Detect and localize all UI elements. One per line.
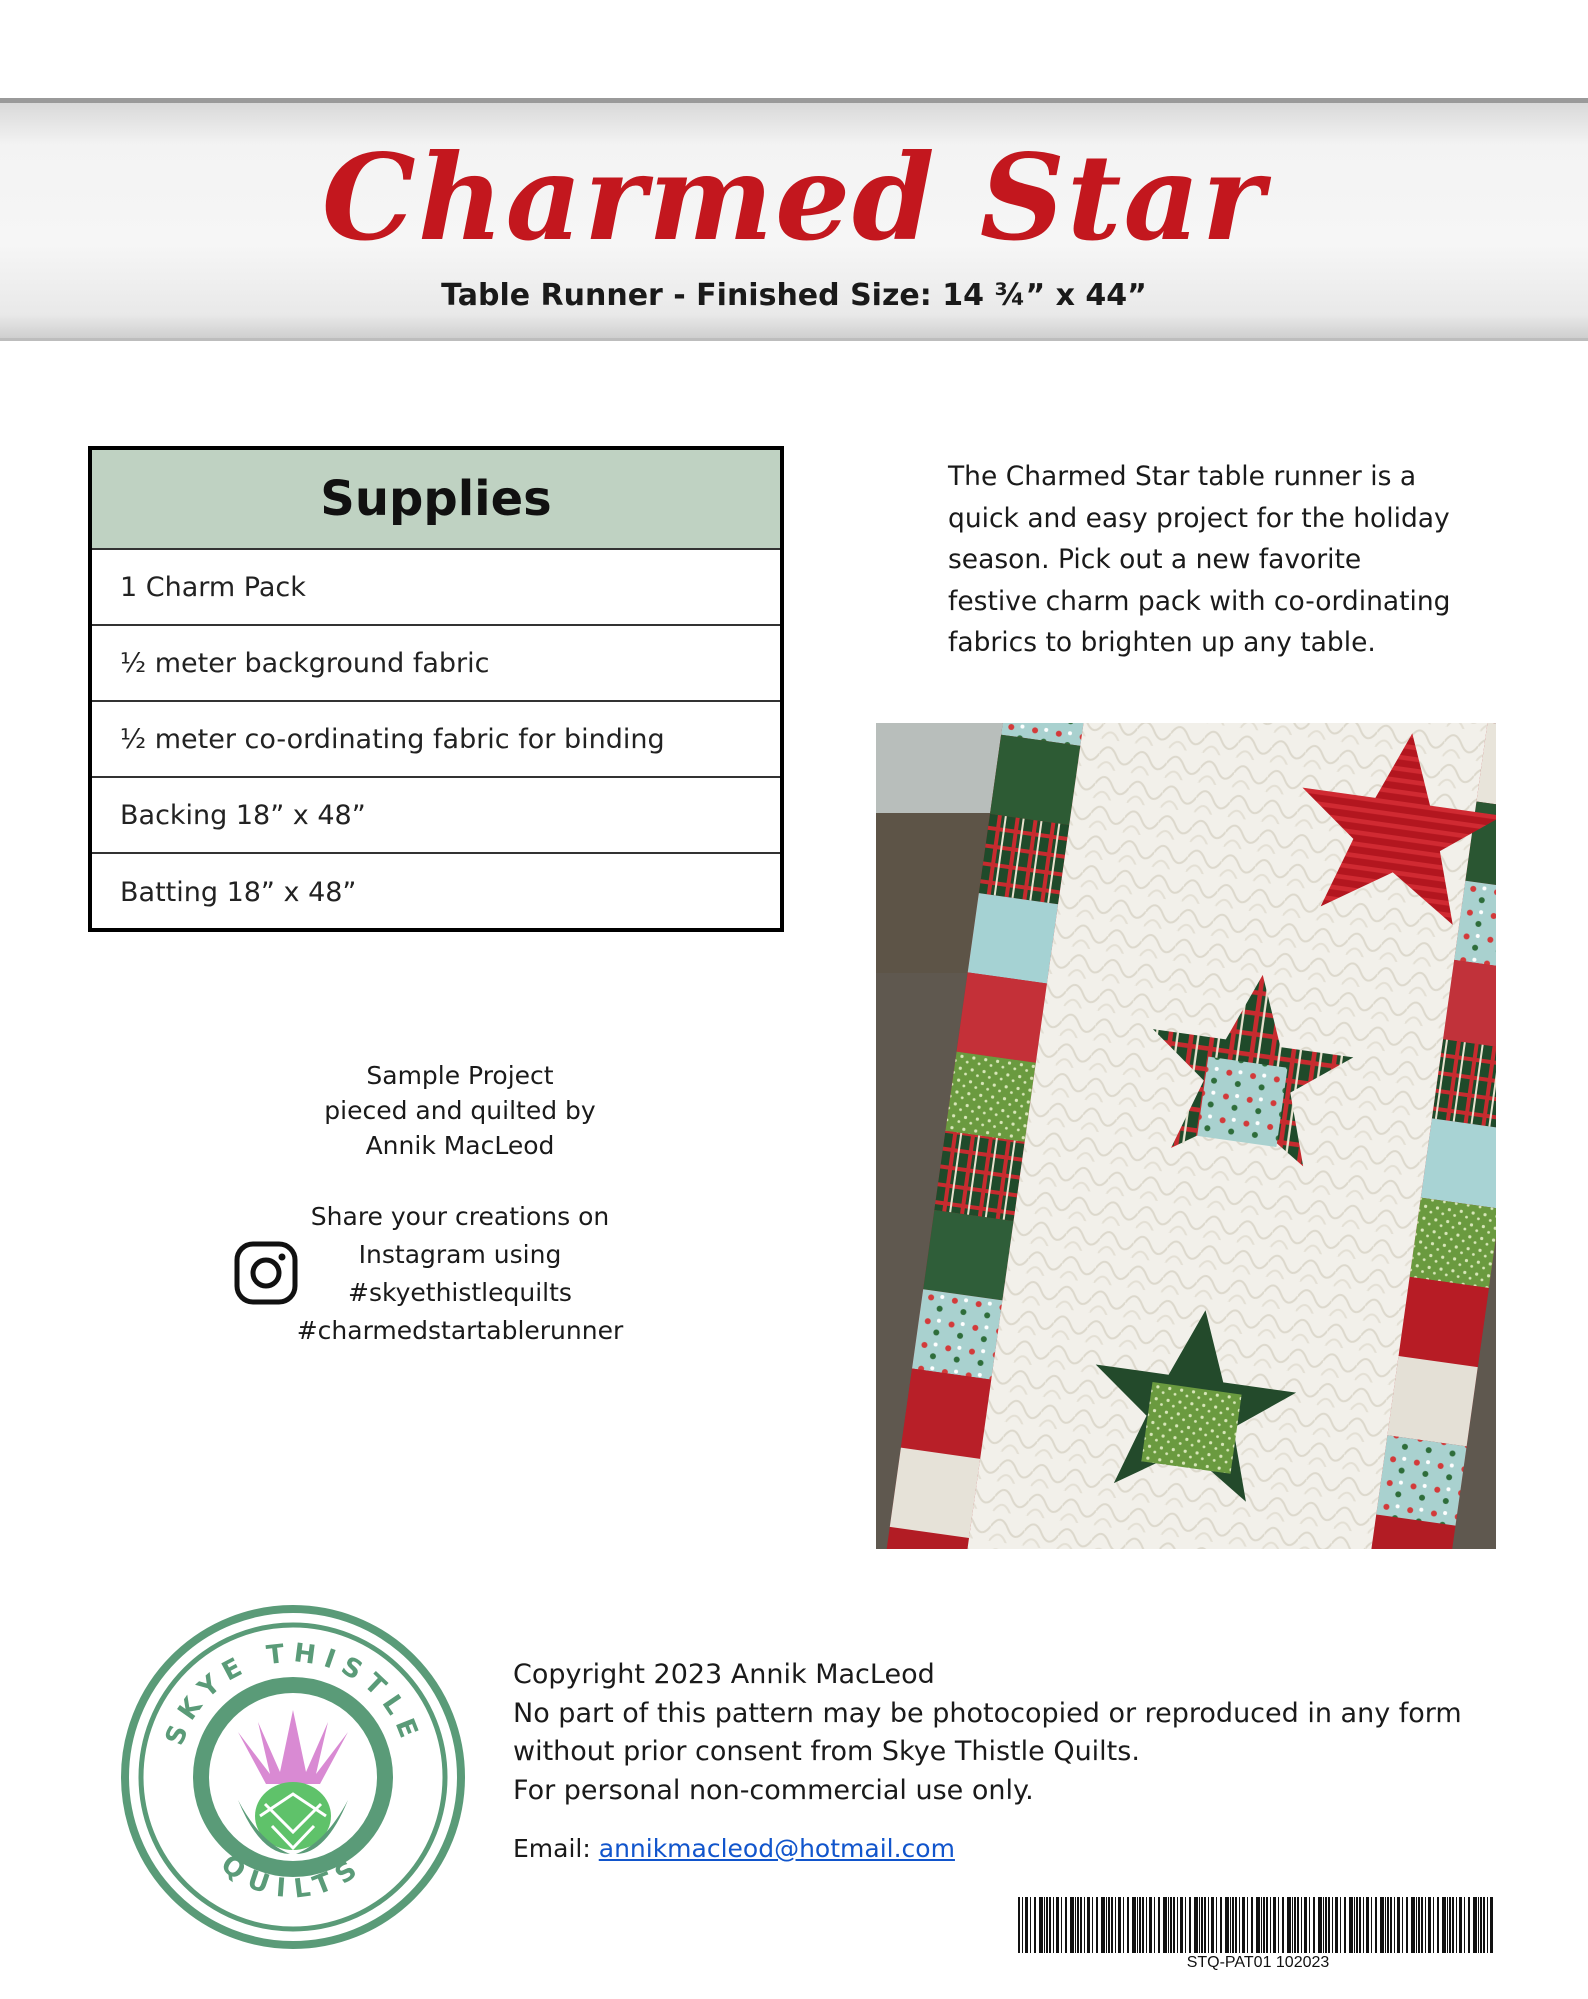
barcode-bar xyxy=(1075,1897,1076,1953)
barcode-bar xyxy=(1199,1897,1200,1953)
barcode-bar xyxy=(1473,1897,1477,1953)
copyright-line: without prior consent from Skye Thistle Quilts. xyxy=(513,1736,1140,1767)
barcode-bar xyxy=(1216,1897,1217,1953)
barcode-bar xyxy=(1142,1897,1144,1953)
barcode-bar xyxy=(1356,1897,1358,1953)
barcode-code: STQ-PAT01 102023 xyxy=(1186,1954,1330,1971)
barcode-bar xyxy=(1380,1897,1384,1953)
copyright-line: For personal non-commercial use only. xyxy=(513,1774,1034,1806)
supply-item: ½ meter co-ordinating fabric for binding xyxy=(92,702,780,778)
barcode-bar xyxy=(1332,1897,1333,1953)
sample-line: pieced and quilted by xyxy=(324,1096,596,1125)
barcode-bar xyxy=(1232,1897,1234,1953)
barcode xyxy=(1018,1897,1498,1953)
barcode-bar xyxy=(1278,1897,1279,1953)
barcode-bar xyxy=(1464,1897,1465,1953)
thistle-icon xyxy=(238,1710,348,1854)
supply-item: ½ meter background fabric xyxy=(92,626,780,702)
barcode-bar xyxy=(1456,1897,1457,1953)
barcode-bar xyxy=(1318,1897,1322,1953)
barcode-bar xyxy=(1328,1897,1330,1953)
share-line: Share your creations on xyxy=(310,1202,610,1231)
barcode-bar xyxy=(1459,1897,1462,1953)
barcode-bar xyxy=(1056,1897,1059,1953)
barcode-bar xyxy=(1149,1897,1152,1953)
barcode-bar xyxy=(1111,1897,1113,1953)
barcode-bar xyxy=(1323,1897,1324,1953)
supplies-heading: Supplies xyxy=(320,471,552,527)
barcode-bar xyxy=(1490,1897,1493,1953)
barcode-bar xyxy=(1344,1897,1346,1953)
copyright-line: Copyright 2023 Annik MacLeod xyxy=(513,1659,935,1690)
barcode-bar xyxy=(1108,1897,1110,1953)
barcode-bar xyxy=(1211,1897,1214,1953)
barcode-bar xyxy=(1452,1897,1454,1953)
barcode-bar xyxy=(1039,1897,1043,1953)
barcode-bar xyxy=(1118,1897,1121,1953)
barcode-bar xyxy=(1220,1897,1222,1953)
barcode-bar xyxy=(1139,1897,1141,1953)
sample-project-credit xyxy=(310,1058,610,1163)
barcode-bar xyxy=(1230,1897,1231,1953)
barcode-bar xyxy=(1282,1897,1284,1953)
barcode-bar xyxy=(1359,1897,1361,1953)
barcode-bar xyxy=(1101,1897,1105,1953)
barcode-bar xyxy=(1297,1897,1299,1953)
barcode-bar xyxy=(1018,1897,1020,1953)
barcode-bar xyxy=(1034,1897,1036,1953)
barcode-bar xyxy=(1301,1897,1302,1953)
barcode-bar xyxy=(1247,1897,1248,1953)
barcode-bar xyxy=(1442,1897,1446,1953)
supplies-header xyxy=(92,450,780,550)
barcode-bar xyxy=(1428,1897,1431,1953)
barcode-bar xyxy=(1092,1897,1093,1953)
supplies-table xyxy=(88,446,784,932)
barcode-bar xyxy=(1418,1897,1420,1953)
barcode-bar xyxy=(1483,1897,1485,1953)
barcode-bar xyxy=(1123,1897,1124,1953)
barcode-bar xyxy=(1087,1897,1090,1953)
barcode-bar xyxy=(1173,1897,1175,1953)
barcode-bar xyxy=(1239,1897,1240,1953)
barcode-bar xyxy=(1049,1897,1051,1953)
barcode-bar xyxy=(1132,1897,1136,1953)
barcode-bar xyxy=(1115,1897,1116,1953)
supply-item: Batting 18” x 48” xyxy=(120,876,357,908)
barcode-bar xyxy=(1421,1897,1423,1953)
barcode-bar xyxy=(1065,1897,1067,1953)
barcode-bar xyxy=(1349,1897,1353,1953)
barcode-bar xyxy=(1375,1897,1377,1953)
barcode-bar xyxy=(1204,1897,1206,1953)
description-line: fabrics to brighten up any table. xyxy=(948,627,1376,658)
sample-line: Sample Project xyxy=(366,1061,554,1090)
barcode-bar xyxy=(1433,1897,1434,1953)
barcode-bar xyxy=(1189,1897,1191,1953)
barcode-bar xyxy=(1309,1897,1310,1953)
barcode-bar xyxy=(1447,1897,1448,1953)
barcode-bar xyxy=(1313,1897,1315,1953)
logo-top-text: SKYE THISTLE xyxy=(159,1638,427,1750)
barcode-bar xyxy=(1478,1897,1479,1953)
barcode-bar xyxy=(1127,1897,1129,1953)
barcode-bar xyxy=(1106,1897,1107,1953)
barcode-bar xyxy=(1185,1897,1186,1953)
barcode-bar xyxy=(1270,1897,1271,1953)
hashtag[interactable]: #charmedstartablerunner xyxy=(296,1316,624,1345)
barcode-bar xyxy=(1437,1897,1439,1953)
barcode-bar xyxy=(1154,1897,1155,1953)
barcode-bar xyxy=(1385,1897,1386,1953)
skye-thistle-quilts-logo xyxy=(120,1604,466,1950)
barcode-bar xyxy=(1025,1897,1028,1953)
barcode-bar xyxy=(1390,1897,1392,1953)
description-line: festive charm pack with co-ordinating xyxy=(948,585,1451,617)
supply-item: 1 Charm Pack xyxy=(92,550,780,626)
barcode-bar xyxy=(1371,1897,1372,1953)
barcode-bar xyxy=(1022,1897,1023,1953)
barcode-bar xyxy=(1053,1897,1054,1953)
barcode-bar xyxy=(1402,1897,1403,1953)
email-label: Email: xyxy=(513,1834,591,1863)
barcode-bar xyxy=(1266,1897,1268,1953)
barcode-bar xyxy=(1480,1897,1482,1953)
barcode-bar xyxy=(1335,1897,1338,1953)
sample-line: Annik MacLeod xyxy=(365,1131,555,1160)
barcode-bar xyxy=(1080,1897,1082,1953)
barcode-bar xyxy=(1416,1897,1417,1953)
description-line: season. Pick out a new favorite xyxy=(948,544,1362,575)
share-message xyxy=(290,1198,630,1350)
barcode-bar xyxy=(1273,1897,1276,1953)
hashtag[interactable]: #skyethistlequilts xyxy=(348,1278,572,1307)
barcode-bar xyxy=(1354,1897,1355,1953)
project-description xyxy=(948,456,1451,664)
barcode-bar xyxy=(1146,1897,1147,1953)
barcode-bar xyxy=(1366,1897,1369,1953)
barcode-bar xyxy=(1251,1897,1253,1953)
quilt-photo xyxy=(876,723,1496,1549)
barcode-bar xyxy=(1158,1897,1160,1953)
barcode-bar xyxy=(1263,1897,1265,1953)
barcode-bar xyxy=(1304,1897,1307,1953)
barcode-bar xyxy=(1387,1897,1389,1953)
barcode-bar xyxy=(1406,1897,1408,1953)
svg-text:QUILTS xyxy=(215,1849,370,1904)
barcode-bar xyxy=(1292,1897,1293,1953)
barcode-bar xyxy=(1084,1897,1085,1953)
barcode-bar xyxy=(1096,1897,1098,1953)
barcode-bar xyxy=(1168,1897,1169,1953)
barcode-bar xyxy=(1030,1897,1031,1953)
barcode-bar xyxy=(1208,1897,1209,1953)
copyright-line: No part of this pattern may be photocopied or reproduced in any form xyxy=(513,1697,1462,1729)
barcode-bar xyxy=(1137,1897,1138,1953)
barcode-bar xyxy=(1070,1897,1074,1953)
barcode-bar xyxy=(1225,1897,1229,1953)
barcode-bar xyxy=(1180,1897,1183,1953)
barcode-bar xyxy=(1325,1897,1327,1953)
email-line xyxy=(513,1834,955,1863)
barcode-bar xyxy=(1425,1897,1426,1953)
barcode-bar xyxy=(1487,1897,1488,1953)
description-line: The Charmed Star table runner is a xyxy=(948,461,1417,492)
barcode-bar xyxy=(1340,1897,1341,1953)
barcode-bar xyxy=(1235,1897,1237,1953)
barcode-bar xyxy=(1256,1897,1260,1953)
supply-item: Backing 18” x 48” xyxy=(92,778,780,854)
barcode-bar xyxy=(1397,1897,1400,1953)
barcode-bar xyxy=(1177,1897,1178,1953)
barcode-bar xyxy=(1363,1897,1364,1953)
barcode-bar xyxy=(1170,1897,1172,1953)
logo-bottom-text: QUILTS xyxy=(215,1849,371,1905)
barcode-bar xyxy=(1468,1897,1470,1953)
page-subtitle: Table Runner - Finished Size: 14 ¾” x 44” xyxy=(441,278,1147,313)
barcode-bar xyxy=(1061,1897,1062,1953)
share-line: Instagram using xyxy=(358,1240,562,1269)
barcode-bar xyxy=(1163,1897,1167,1953)
barcode-bar xyxy=(1287,1897,1291,1953)
barcode-bar xyxy=(1449,1897,1451,1953)
copyright-block xyxy=(513,1656,1473,1810)
description-line: quick and easy project for the holiday xyxy=(948,502,1450,534)
email-link[interactable]: annikmacleod@hotmail.com xyxy=(598,1834,955,1863)
page-title: Charmed Star xyxy=(321,128,1267,267)
barcode-bar xyxy=(1077,1897,1079,1953)
barcode-bar xyxy=(1201,1897,1203,1953)
barcode-bar xyxy=(1044,1897,1045,1953)
barcode-bar xyxy=(1411,1897,1415,1953)
barcode-bar xyxy=(1394,1897,1395,1953)
barcode-bar xyxy=(1242,1897,1245,1953)
barcode-bar xyxy=(1261,1897,1262,1953)
barcode-bar xyxy=(1294,1897,1296,1953)
barcode-bar xyxy=(1046,1897,1048,1953)
barcode-bar xyxy=(1194,1897,1198,1953)
